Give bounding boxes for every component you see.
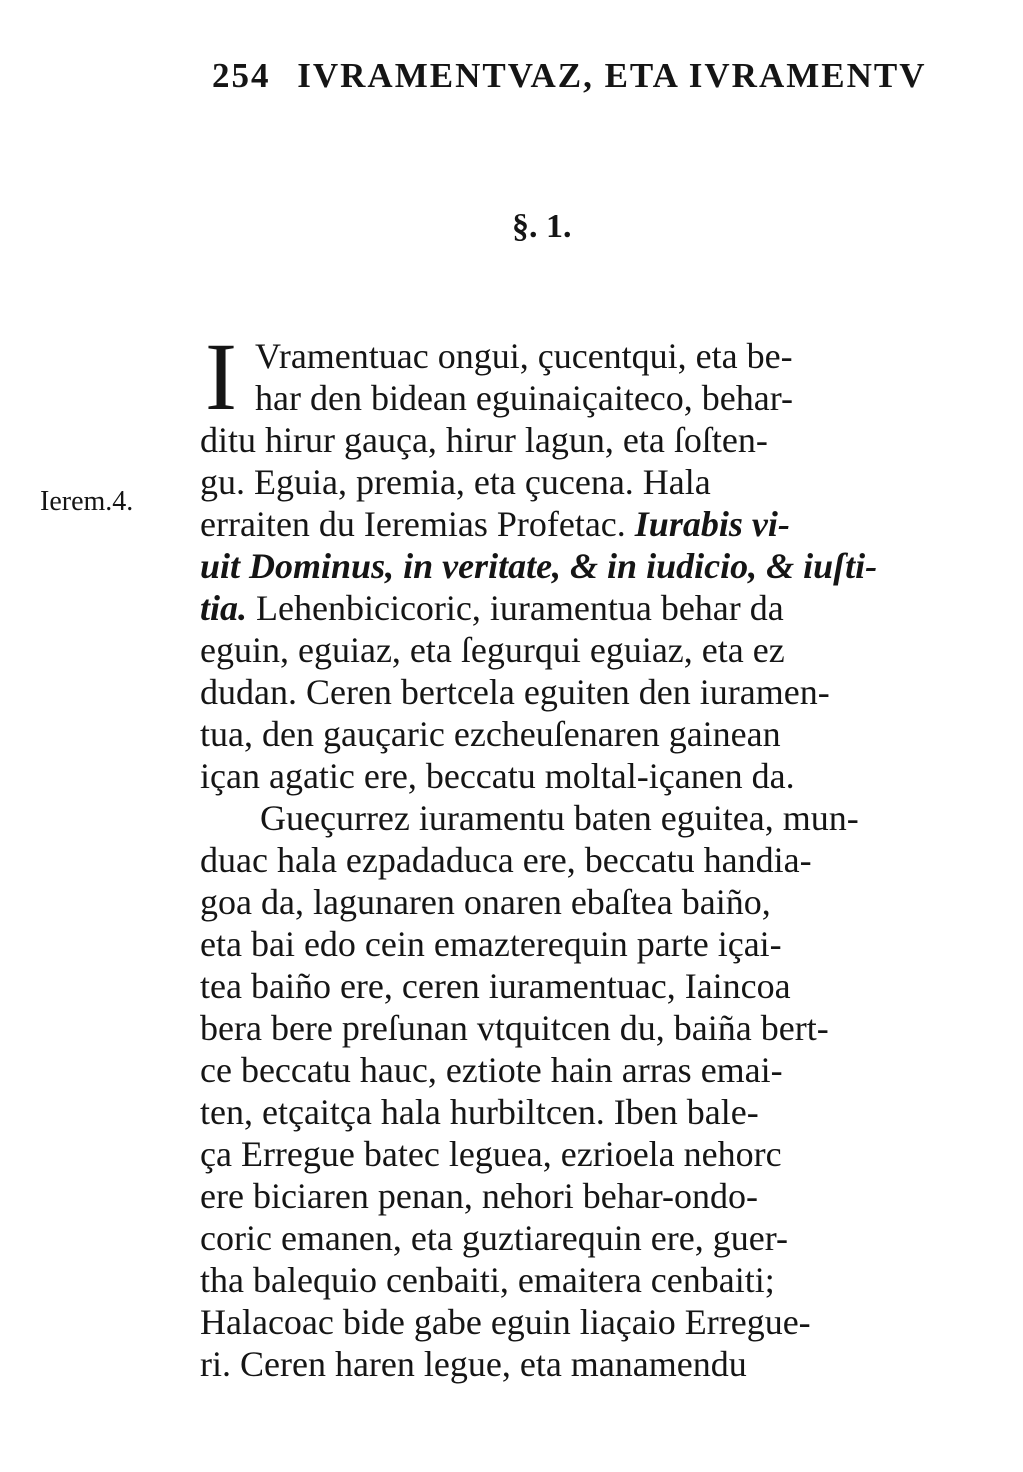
text-line: gu. Eguia, premia, eta çucena. Hala xyxy=(200,462,711,502)
text-line: Halacoac bide gabe eguin liaçaio Erregue- xyxy=(200,1302,811,1342)
latin-quote: Iurabis vi- xyxy=(634,504,790,544)
text-line: Vramentuac ongui, çucentqui, eta be- xyxy=(255,336,793,376)
text-line: coric emanen, eta guztiarequin ere, guer- xyxy=(200,1218,788,1258)
text-line: eta bai edo cein emazterequin parte içai- xyxy=(200,924,782,964)
section-heading: §. 1. xyxy=(512,208,572,245)
text-line: goa da, lagunaren onaren ebaſtea baiño, xyxy=(200,882,771,922)
text-span: Lehenbicicoric, iuramentua behar da xyxy=(256,588,784,628)
text-line: bera bere preſunan vtquitcen du, baiña bert- xyxy=(200,1008,829,1048)
latin-quote-line: uit Dominus, in veritate, & in iudicio, & iuſti- xyxy=(200,546,878,586)
margin-reference: Ierem.4. xyxy=(40,486,134,517)
text-line: eguin, eguiaz, eta ſegurqui eguiaz, eta ez xyxy=(200,630,785,670)
text-line: ça Erregue batec leguea, ezrioela nehorc xyxy=(200,1134,782,1174)
text-line: tha balequio cenbaiti, emaitera cenbaiti; xyxy=(200,1260,775,1300)
text-span: erraiten du Ieremias Profetac. xyxy=(200,504,626,544)
text-line: ditu hirur gauça, hirur lagun, eta ſoſten- xyxy=(200,420,768,460)
text-line: dudan. Ceren bertcela eguiten den iuramen- xyxy=(200,672,830,712)
text-line: tea baiño ere, ceren iuramentuac, Iaincoa xyxy=(200,966,791,1006)
text-line xyxy=(200,587,784,629)
text-line: ce beccatu hauc, eztiote hain arras emai- xyxy=(200,1050,783,1090)
text-line: duac hala ezpadaduca ere, beccatu handia- xyxy=(200,840,812,880)
text-line: har den bidean eguinaiçaiteco, behar- xyxy=(255,378,793,418)
text-line: Gueçurrez iuramentu baten eguitea, mun- xyxy=(260,798,859,838)
page-number: 254 xyxy=(212,56,271,95)
latin-quote: tia. xyxy=(200,588,248,628)
text-line xyxy=(200,503,790,545)
text-line: ten, etçaitça hala hurbiltcen. Iben bale- xyxy=(200,1092,759,1132)
text-line: ri. Ceren haren legue, eta manamendu xyxy=(200,1344,747,1384)
text-line: ere biciaren penan, nehori behar-ondo- xyxy=(200,1176,758,1216)
running-head xyxy=(212,56,932,106)
text-line: içan agatic ere, beccatu moltal-içanen da. xyxy=(200,756,795,796)
text-line: tua, den gauçaric ezcheuſenaren gainean xyxy=(200,714,781,754)
running-title: IVRAMENTVAZ, ETA IVRAMENTV xyxy=(297,56,927,95)
drop-capital: I xyxy=(205,323,237,430)
